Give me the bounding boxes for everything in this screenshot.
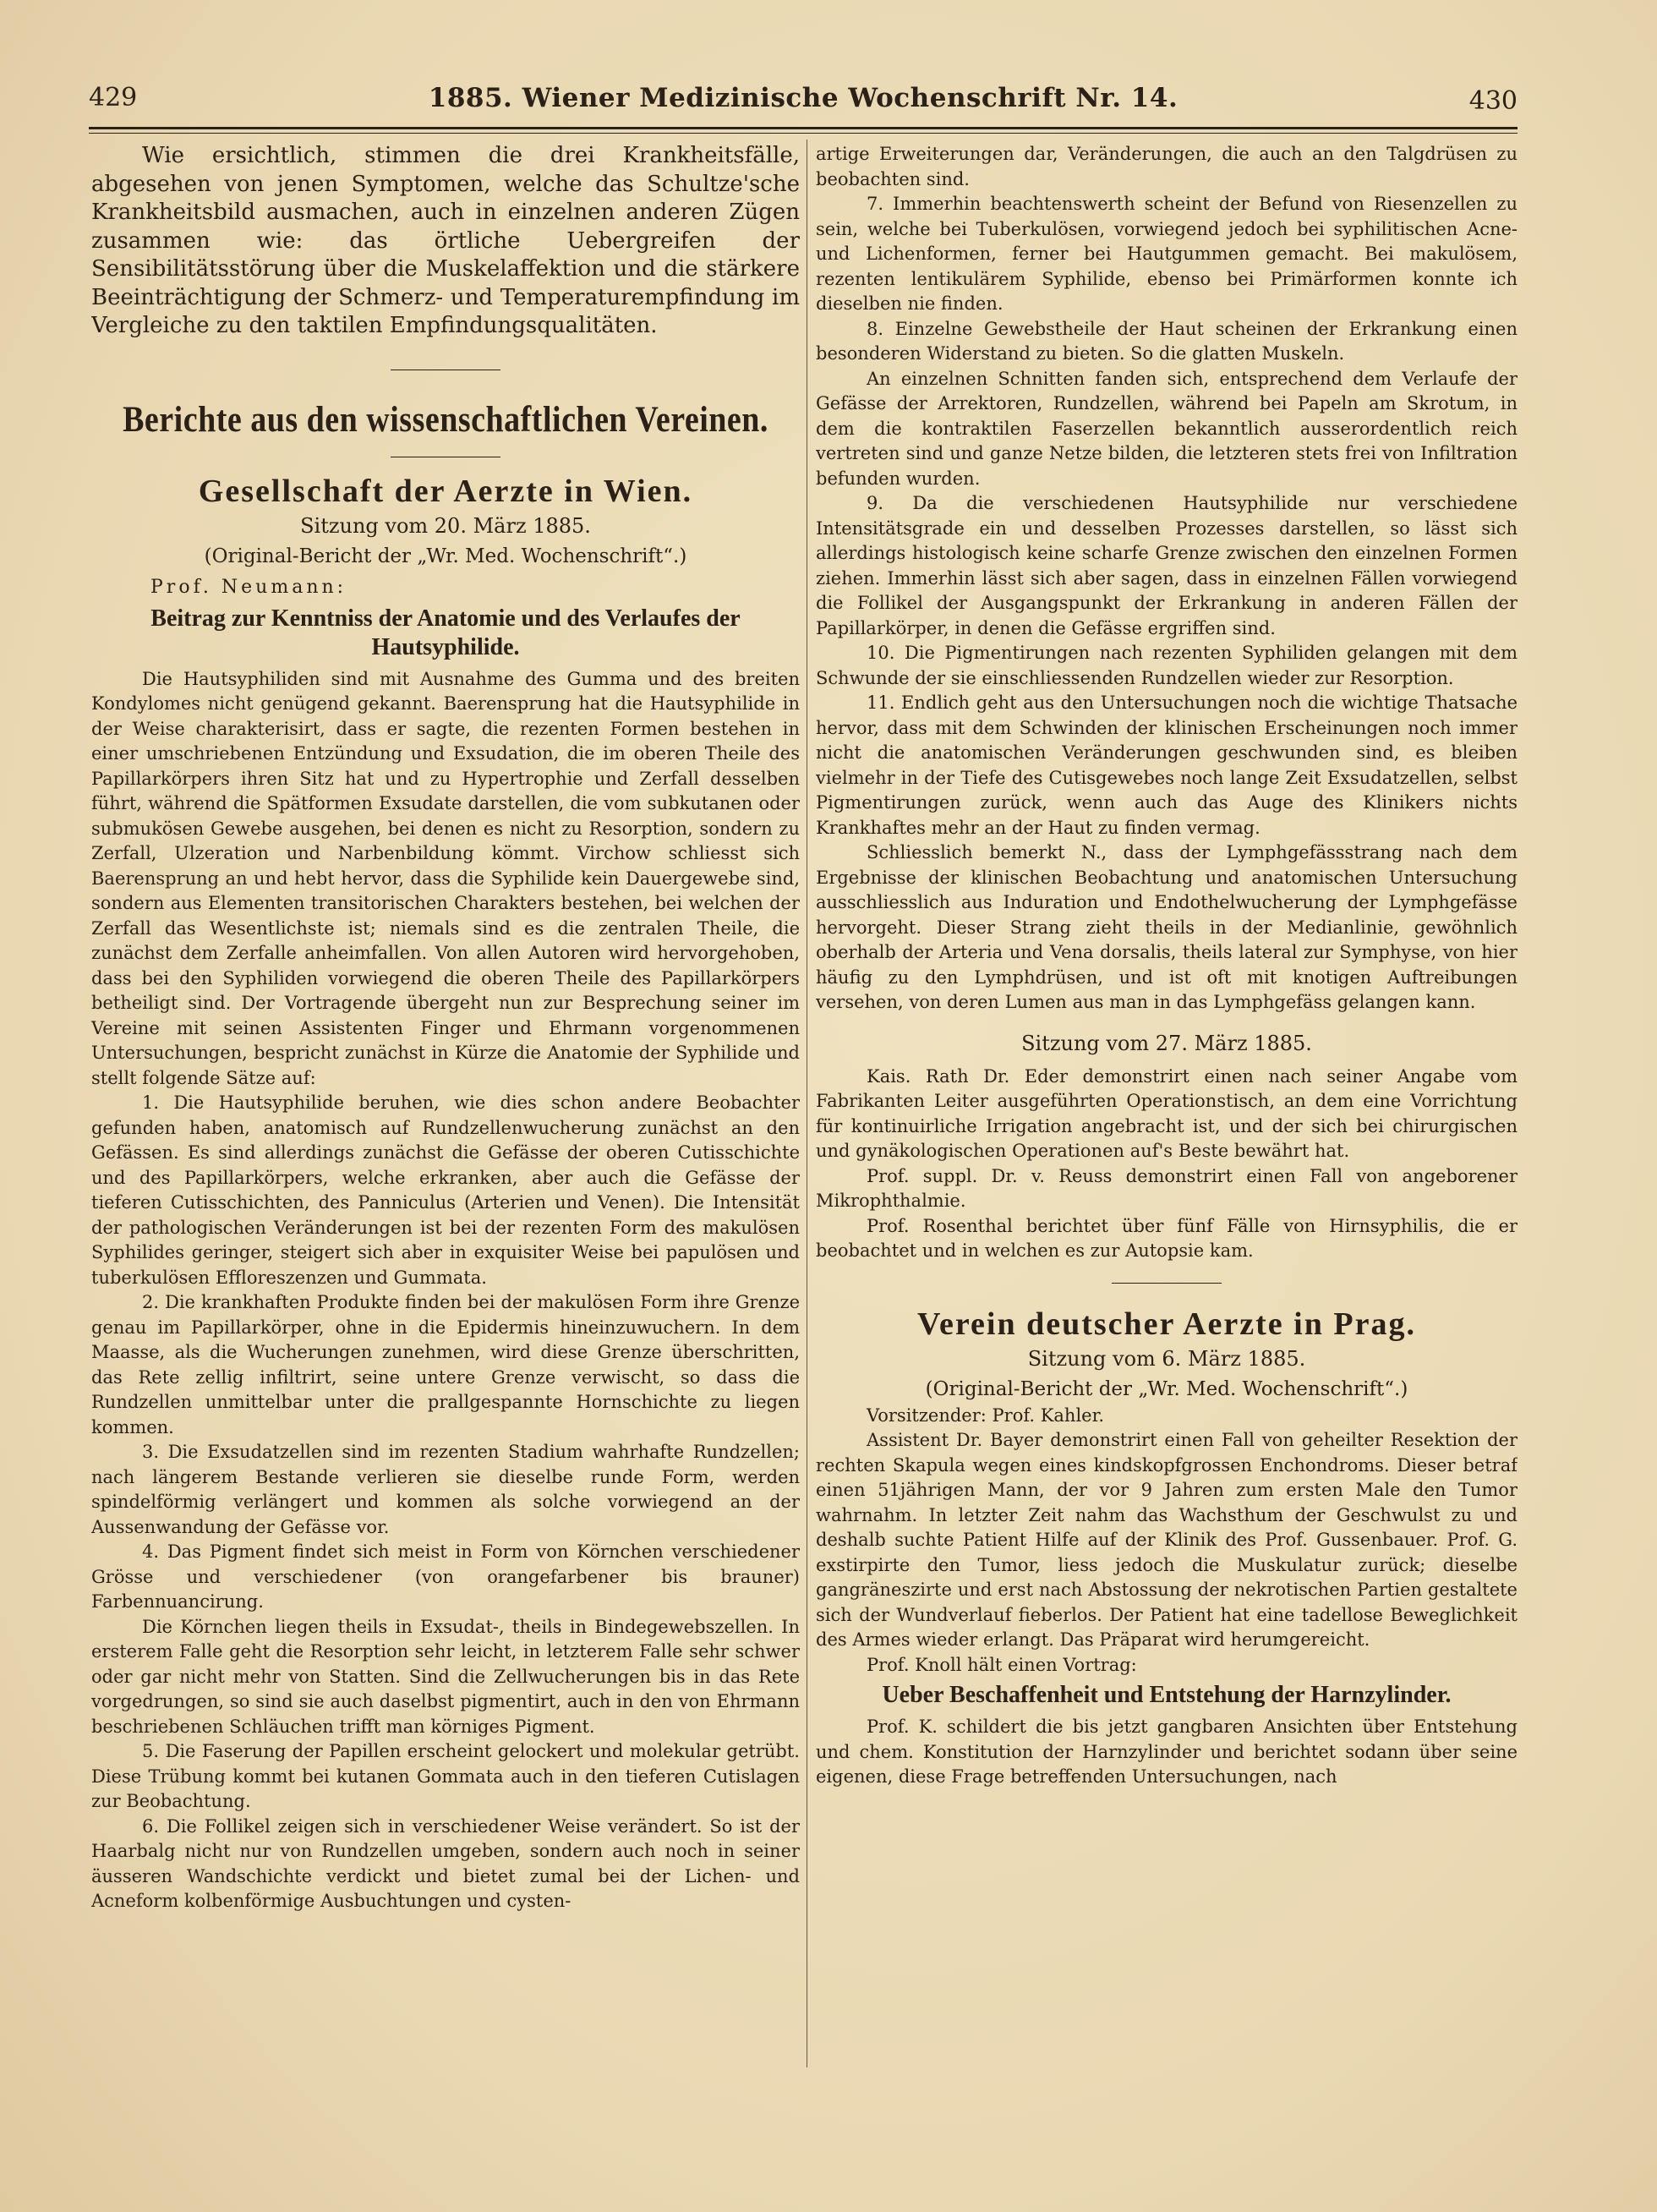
- running-title: 1885. Wiener Medizinische Wochenschrift Nr. 14.: [428, 83, 1178, 113]
- page-number-right: 430: [1468, 86, 1518, 116]
- body-paragraph: 3. Die Exsudatzellen sind im rezenten Stadium wahrhafte Rundzellen; nach längerem Bestande verlieren sie dieselbe runde Form, werden spindelförmig verlängert und kommen als solche vorwiegend an der Aussenwandung der Gefässe vor.: [91, 1442, 800, 1537]
- lecture-title: Beitrag zur Kenntniss der Anatomie und des Verlaufes der Hautsyphilide.: [150, 605, 741, 660]
- intro-paragraph: Wie ersichtlich, stimmen die drei Krankheitsfälle, abgesehen von jenen Symptomen, welche das Schultze'sche Krankheitsbild ausmachen, auch in einzelnen anderen Zügen zusammen wie: das örtliche Uebergreifen der Sensibilitätsstörung über die Muskelaffektion und die stärkere Beeinträchtigung der Schmerz- und Temperaturempfindung im Vergleiche zu den taktilen Empfindungsqualitäten.: [91, 143, 800, 338]
- header-rule-thin: [89, 133, 1518, 134]
- header-rule: [89, 127, 1518, 129]
- body-paragraph: artige Erweiterungen dar, Veränderungen, die auch an den Talgdrüsen zu beobachten sind.: [816, 144, 1518, 189]
- session-date: Sitzung vom 20. März 1885.: [300, 513, 591, 538]
- body-paragraph: 4. Das Pigment findet sich meist in Form von Körnchen verschiedener Grösse und verschiedener (von orangefarbener bis brauner) Farbennuancirung.: [91, 1541, 800, 1612]
- body-paragraph: 11. Endlich geht aus den Untersuchungen noch die wichtige Thatsache hervor, dass mit dem Schwinden der klinischen Erscheinungen noch immer nicht die anatomischen Veränderungen geschwunden sind, es bleiben vielmehr in der Tiefe des Cutisgewebes noch lange Zeit Exsudatzellen, selbst Pigmentirungen zurück, wenn auch das Auge des Klinikers nichts Krankhaftes mehr an der Haut zu finden vermag.: [816, 693, 1518, 838]
- society-title-wien: Gesellschaft der Aerzte in Wien.: [198, 473, 693, 509]
- right-column: [816, 142, 1518, 2171]
- original-report-note: (Original-Bericht der „Wr. Med. Wochenschrift“.): [204, 545, 687, 567]
- body-paragraph: Prof. suppl. Dr. v. Reuss demonstrirt einen Fall von angeborener Mikrophthalmie.: [816, 1165, 1518, 1211]
- session-date-2: Sitzung vom 27. März 1885.: [1021, 1031, 1312, 1055]
- body-paragraph: Prof. K. schildert die bis jetzt gangbaren Ansichten über Entstehung und chem. Konstitution der Harnzylinder und berichtet sodann über seine eigenen, diese Frage betreffenden Untersuchungen, nach: [816, 1716, 1518, 1787]
- body-paragraph: 8. Einzelne Gewebstheile der Haut scheinen der Erkrankung einen besonderen Widerstand zu bieten. So die glatten Muskeln.: [816, 318, 1518, 364]
- body-paragraph: An einzelnen Schnitten fanden sich, entsprechend dem Verlaufe der Gefässe der Arrektoren, Rundzellen, während bei Papeln am Skrotum, in dem die kontraktilen Faserzellen bekanntlich ausserordentlich reich vertreten sind und ganze Netze bilden, die letzteren stets frei von Infiltration befunden wurden.: [816, 368, 1518, 489]
- body-paragraph: Prof. Rosenthal berichtet über fünf Fälle von Hirnsyphilis, die er beobachtet und in welchen es zur Autopsie kam.: [816, 1215, 1518, 1261]
- original-report-note-2: (Original-Bericht der „Wr. Med. Wochenschrift“.): [925, 1377, 1408, 1400]
- body-paragraph: 5. Die Faserung der Papillen erscheint gelockert und molekular getrübt. Diese Trübung kommt bei kutanen Gommata auch in den tieferen Cutislagen zur Beobachtung.: [91, 1741, 800, 1811]
- body-paragraph: 9. Da die verschiedenen Hautsyphilide nur verschiedene Intensitätsgrade ein und desselben Prozesses darstellen, so lässt sich allerdings histologisch keine scharfe Grenze zwischen den einzelnen Formen ziehen. Immerhin lässt sich aber sagen, dass in einzelnen Fällen vorwiegend die Follikel der Ausgangspunkt der Erkrankung in anderen Fällen der Papillarkörper, in denen die Gefässe ergriffen sind.: [816, 493, 1518, 638]
- body-paragraph: 10. Die Pigmentirungen nach rezenten Syphiliden gelangen mit dem Schwunde der sie einschliessenden Rundzellen wieder zur Resorption.: [816, 643, 1518, 688]
- page-header: [89, 78, 1518, 120]
- body-paragraph: Prof. Knoll hält einen Vortrag:: [867, 1654, 1137, 1675]
- body-paragraph: 7. Immerhin beachtenswerth scheint der Befund von Riesenzellen zu sein, welche bei Tuberkulösen, vorwiegend jedoch bei syphilitischen Acne- und Lichenformen, ferner bei Hautgummen gemacht. Bei makulösem, rezenten lentikulärem Syphilide, ebenso bei Primärformen konnte ich dieselben nie finden.: [816, 194, 1518, 314]
- section-title: Berichte aus den wissenschaftlichen Vereinen.: [123, 398, 768, 440]
- body-paragraph: 1. Die Hautsyphilide beruhen, wie dies schon andere Beobachter gefunden haben, anatomisch auf Rundzellenwucherung zunächst an den Gefässen. Es sind allerdings zunächst die Gefässe der oberen Cutisschichte und des Papillarkörpers, welche erkranken, aber auch die Gefässe der tieferen Cutisschichten, des Panniculus (Arterien und Venen). Die Intensität der pathologischen Veränderungen ist bei der rezenten Form des makulösen Syphilides geringer, steigert sich aber in exquisiter Weise bei papulösen und tuberkulösen Effloreszenzen und Gummata.: [91, 1092, 800, 1288]
- page-number-left: 429: [89, 83, 138, 112]
- body-paragraph: Vorsitzender: Prof. Kahler.: [867, 1404, 1104, 1426]
- body-paragraph: Kais. Rath Dr. Eder demonstrirt einen nach seiner Angabe vom Fabrikanten Leiter ausgeführten Operationstisch, an dem eine Vorrichtung für kontinuirliche Irrigation angebracht ist, und der sich bei chirurgischen und gynäkologischen Operationen auf's Beste bewährt hat.: [816, 1065, 1518, 1161]
- body-paragraph: 2. Die krankhaften Produkte finden bei der makulösen Form ihre Grenze genau im Papillarkörper, ohne in die Epidermis hineinzuwuchern. In dem Maasse, als die Wucherungen zunehmen, wird diese Grenze überschritten, das Rete zellig infiltrirt, seine untere Grenze verwischt, so dass die Rundzellen unmittelbar unter die prallgespannte Hornschichte zu liegen kommen.: [91, 1292, 800, 1437]
- left-column: [91, 142, 800, 2171]
- lecture-title-2: Ueber Beschaffenheit und Entstehung der Harnzylinder.: [882, 1682, 1452, 1708]
- body-paragraph: Schliesslich bemerkt N., dass der Lymphgefässstrang nach dem Ergebnisse der klinischen Beobachtung und anatomischen Untersuchung ausschliesslich aus Induration und Endothelwucherung der Lymphgefässe hervorgeht. Dieser Strang zieht theils in der Medianlinie, gewöhnlich oberhalb der Arteria und Vena dorsalis, theils lateral zur Symphyse, von hier häufig zu den Lymphdrüsen, und ist oft mit knotigen Auftreibungen versehen, von deren Lumen aus man in das Lymphgefäss gelangen kann.: [816, 842, 1518, 1012]
- society-title-prag: Verein deutscher Aerzte in Prag.: [917, 1306, 1416, 1342]
- section-rule-prag: [1112, 1283, 1222, 1284]
- speaker-name: Prof. Neumann:: [150, 576, 347, 598]
- body-paragraph: 6. Die Follikel zeigen sich in verschiedener Weise verändert. So ist der Haarbalg nicht nur von Rundzellen umgeben, sondern auch noch in seiner äusseren Wandschichte verdickt und bietet zumal bei der Lichen- und Acneform kolbenförmige Ausbuchtungen und cysten-: [91, 1815, 800, 1911]
- body-paragraph: Die Körnchen liegen theils in Exsudat-, theils in Bindegewebszellen. In ersterem Falle geht die Resorption sehr leicht, in letzterem Falle sehr schwer oder gar nicht mehr von Statten. Sind die Zellwucherungen bis in das Rete vorgedrungen, so sind sie auch daselbst pigmentirt, auch in den von Ehrmann beschriebenen Schläuchen trifft man körniges Pigment.: [91, 1616, 800, 1737]
- body-paragraph: Die Hautsyphiliden sind mit Ausnahme des Gumma und des breiten Kondylomes nicht genügend gekannt. Baerensprung hat die Hautsyphilide in der Weise charakterisirt, dass er sagte, die rezenten Formen bestehen in einer umschriebenen Entzündung und Exsudation, die im oberen Theile des Papillarkörpers ihren Sitz hat und zu Hypertrophie und Zerfall desselben führt, während die Spätformen Exsudate darstellen, die vom subkutanen oder submukösen Gewebe ausgehen, bei denen es nicht zu Resorption, sondern zu Zerfall, Ulzeration und Narbenbildung kömmt. Virchow schliesst sich Baerensprung an und hebt hervor, dass die Syphilide kein Dauergewebe sind, sondern aus Elementen transitorischen Charakters bestehen, bei welchen der Zerfall das Wesentlichste ist; niemals sind es die zentralen Theile, die zunächst dem Zerfalle anheimfallen. Von allen Autoren wird hervorgehoben, dass bei den Syphiliden vorwiegend die oberen Theile des Papillarkörpers betheiligt sind. Der Vortragende übergeht nun zur Besprechung seiner im Vereine mit seinen Assistenten Finger und Ehrmann vorgenommenen Untersuchungen, bespricht zunächst in Kürze die Anatomie der Syphilide und stellt folgende Sätze auf:: [91, 668, 800, 1088]
- session-date-3: Sitzung vom 6. März 1885.: [1027, 1346, 1306, 1371]
- body-paragraph: Assistent Dr. Bayer demonstrirt einen Fall von geheilter Resektion der rechten Skapula wegen eines kindskopfgrossen Enchondroms. Dieser betraf einen 51jährigen Mann, der vor 9 Jahren zum ersten Male den Tumor wahrnahm. In letzter Zeit nahm das Wachsthum der Geschwulst zu und deshalb suchte Patient Hilfe auf der Klinik des Prof. Gussenbauer. Prof. G. exstirpirte den Tumor, liess jedoch die Muskulatur zurück; dieselbe gangräneszirte und erst nach Abstossung der nekrotischen Partien gestaltete sich der Wundverlauf fieberlos. Der Patient hat eine tadellose Beweglichkeit des Armes wieder erlangt. Das Präparat wird herumgereicht.: [816, 1430, 1518, 1650]
